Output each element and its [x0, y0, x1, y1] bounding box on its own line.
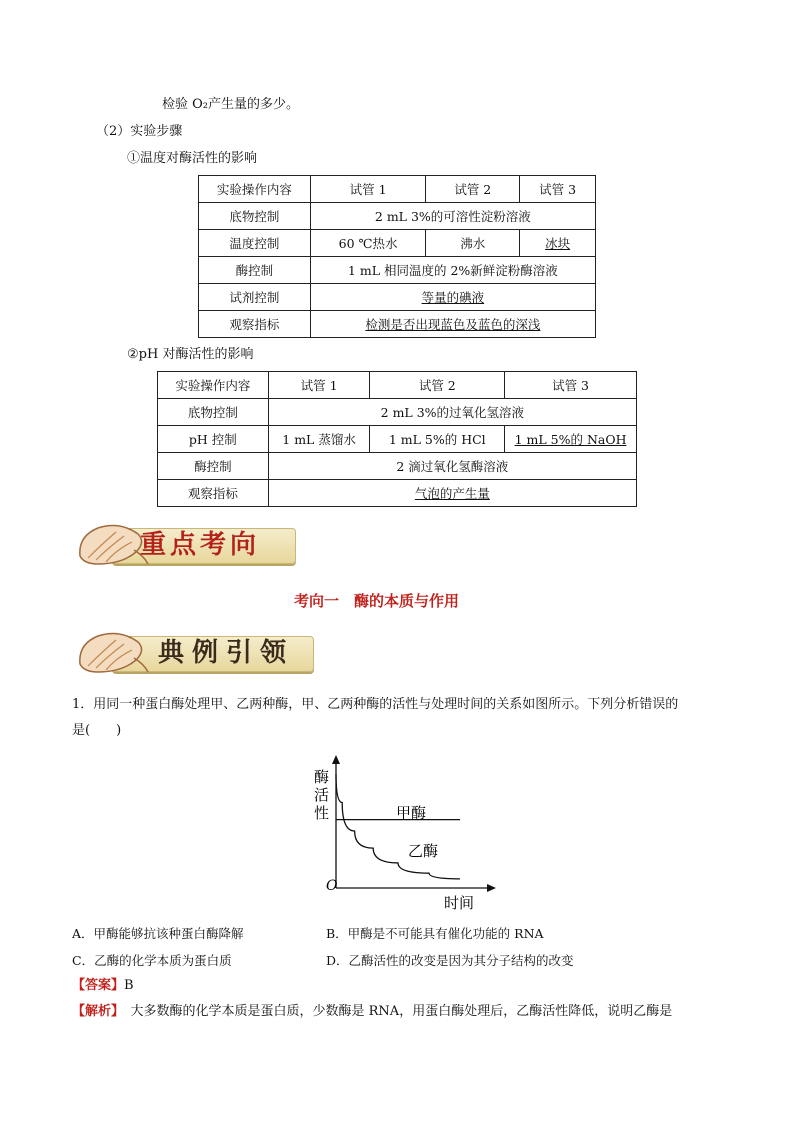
series-label-jia: 甲酶 — [396, 804, 427, 822]
option-c: C．乙酶的化学本质为蛋白质 — [72, 953, 232, 968]
option-b: B．甲酶是不可能具有催化功能的 RNA — [326, 926, 544, 941]
table-cell: 酶控制 — [158, 453, 269, 480]
table-row — [199, 230, 596, 257]
table-row — [158, 399, 637, 426]
temperature-table — [198, 175, 596, 338]
intro-line: 检验 O₂产生量的多少。 — [162, 97, 300, 112]
table-cell: 温度控制 — [199, 230, 311, 257]
table-cell: 试管 3 — [520, 176, 596, 203]
table-cell: 2 mL 3%的可溶性淀粉溶液 — [310, 203, 595, 230]
y-label-1: 酶 — [314, 768, 330, 786]
option-d: D．乙酶活性的改变是因为其分子结构的改变 — [326, 953, 574, 968]
key-direction-banner — [76, 522, 296, 566]
step-title: （2）实验步骤 — [96, 124, 183, 139]
table-row — [199, 203, 596, 230]
table-cell: pH 控制 — [158, 426, 269, 453]
table-cell: 底物控制 — [199, 203, 311, 230]
x-axis-label: 时间 — [444, 894, 475, 912]
series-line-yi — [336, 774, 460, 879]
table-cell: 2 滴过氧化氢酶溶液 — [268, 453, 636, 480]
shell-icon — [76, 522, 150, 568]
ph-table — [157, 371, 637, 507]
table-cell: 实验操作内容 — [199, 176, 311, 203]
answer-line — [72, 977, 134, 995]
question-line: 1．用同一种蛋白酶处理甲、乙两种酶，甲、乙两种酶的活性与处理时间的关系如图所示。下列分析错误的 — [72, 697, 679, 712]
section2-title: ②pH 对酶活性的影响 — [127, 347, 254, 362]
analysis-tag: 【解析】 — [72, 1004, 118, 1019]
x-axis-arrow — [487, 884, 496, 892]
table-row — [158, 453, 637, 480]
table-cell: 冰块 — [520, 230, 596, 257]
answer-tag: 【答案】 — [72, 978, 125, 993]
table-cell: 气泡的产生量 — [268, 480, 636, 507]
analysis-line — [72, 1003, 672, 1021]
table-cell: 1 mL 相同温度的 2%新鲜淀粉酶溶液 — [310, 257, 595, 284]
table-cell: 实验操作内容 — [158, 372, 269, 399]
banner-title: 典例引领 — [158, 638, 295, 668]
table-row — [158, 426, 637, 453]
table-cell: 试管 1 — [268, 372, 370, 399]
table-row — [158, 372, 637, 399]
origin-label: O — [326, 878, 338, 894]
table-cell: 检测是否出现蓝色及蓝色的深浅 — [310, 311, 595, 338]
table-cell: 试管 3 — [505, 372, 637, 399]
table-cell: 观察指标 — [158, 480, 269, 507]
section1-title: ①温度对酶活性的影响 — [127, 151, 258, 166]
series-label-yi: 乙酶 — [408, 842, 439, 860]
answer-value: B — [124, 978, 134, 993]
table-cell: 试管 2 — [370, 372, 505, 399]
table-cell: 1 mL 蒸馏水 — [268, 426, 370, 453]
banner-title: 重点考向 — [140, 530, 261, 560]
table-cell: 1 mL 5%的 NaOH — [505, 426, 637, 453]
table-cell: 60 ℃热水 — [310, 230, 426, 257]
y-label-3: 性 — [314, 804, 330, 822]
question-line: 是( ) — [72, 723, 122, 738]
example-banner — [76, 630, 316, 674]
shell-icon — [76, 630, 150, 676]
table-cell: 观察指标 — [199, 311, 311, 338]
table-row — [199, 257, 596, 284]
series-group — [336, 774, 460, 879]
table-cell: 试管 2 — [426, 176, 520, 203]
section-heading: 考向一 酶的本质与作用 — [294, 592, 460, 610]
table-cell: 沸水 — [426, 230, 520, 257]
table-cell: 2 mL 3%的过氧化氢溶液 — [268, 399, 636, 426]
table-row — [199, 284, 596, 311]
table-row — [158, 480, 637, 507]
table-cell: 等量的碘液 — [310, 284, 595, 311]
option-a: A．甲酶能够抗该种蛋白酶降解 — [72, 926, 244, 941]
y-label-2: 活 — [314, 786, 330, 804]
table-row — [199, 311, 596, 338]
table-cell: 1 mL 5%的 HCl — [370, 426, 505, 453]
table-cell: 试剂控制 — [199, 284, 311, 311]
analysis-text: 大多数酶的化学本质是蛋白质，少数酶是 RNA，用蛋白酶处理后，乙酶活性降低，说明乙酶是 — [117, 1004, 673, 1019]
table-cell: 酶控制 — [199, 257, 311, 284]
table-row — [199, 176, 596, 203]
table-cell: 底物控制 — [158, 399, 269, 426]
activity-chart — [300, 752, 500, 912]
y-axis-arrow — [332, 755, 340, 764]
table-cell: 试管 1 — [310, 176, 426, 203]
